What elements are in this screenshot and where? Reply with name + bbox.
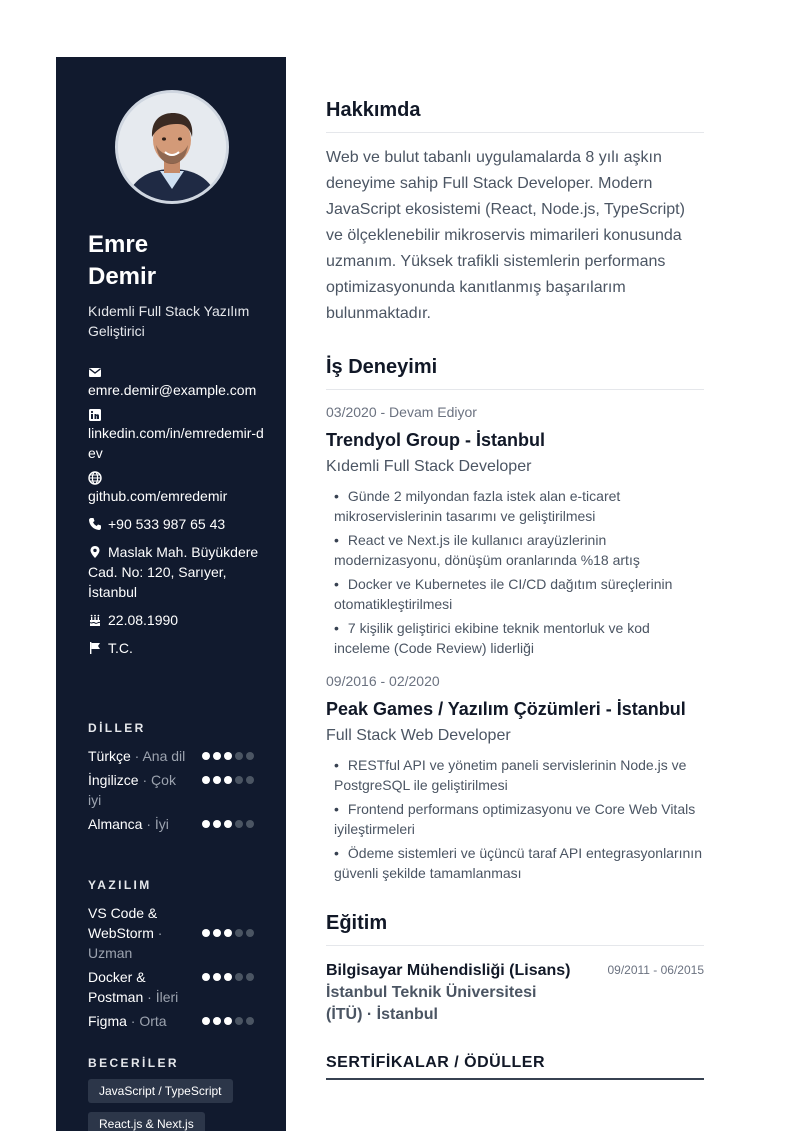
contact-birthdate xyxy=(88,610,268,630)
contact-nationality xyxy=(88,638,268,658)
rating-dot xyxy=(202,776,210,784)
language-name: Almanca xyxy=(88,816,143,832)
skill-chip: React.js & Next.js xyxy=(88,1112,205,1131)
rating-dot xyxy=(213,776,221,784)
about-section xyxy=(326,96,704,327)
experience-heading: İş Deneyimi xyxy=(326,353,704,390)
software-level: Orta xyxy=(139,1013,167,1029)
rating-dot xyxy=(213,820,221,828)
job-role: Kıdemli Full Stack Developer xyxy=(326,458,532,475)
about-text: Web ve bulut tabanlı uygulamalarda 8 yılı aşkın deneyime sahip Full Stack Developer. Modern JavaScript ekosistemi (React, Node.js, TypeScript) ve ölçeklenebilir mikroservis mimarileri konusunda uzmanım. Yüksek trafikli sistemlerin performans optimizasyonunda kanıtlanmış başarılarım bulunmaktadır. xyxy=(326,149,685,322)
education-school: İstanbul Teknik Üniversitesi (İTÜ) · İstanbul xyxy=(326,984,537,1023)
rating-dot xyxy=(202,973,210,981)
envelope-icon xyxy=(88,365,102,379)
about-heading: Hakkımda xyxy=(326,96,704,133)
last-name: Demir xyxy=(88,263,157,290)
job-bullet: • Frontend performans optimizasyonu ve Core Web Vitals iyileştirmeleri xyxy=(326,799,704,839)
software-item: Figma · Orta xyxy=(88,1011,254,1031)
language-name: Türkçe xyxy=(88,748,131,764)
contact-linkedin[interactable] xyxy=(88,408,268,463)
software-item: Docker & Postman · İleri xyxy=(88,967,254,1007)
job-entry xyxy=(326,672,704,883)
rating-dot xyxy=(224,776,232,784)
rating-dot xyxy=(224,929,232,937)
flag-icon xyxy=(88,641,102,655)
job-bullet: • 7 kişilik geliştirici ekibine teknik mentorluk ve kod inceleme (Code Review) liderliği xyxy=(326,618,704,658)
job-bullet: • Docker ve Kubernetes ile CI/CD dağıtım süreçlerinin otomatikleştirilmesi xyxy=(326,574,704,614)
rating-dot xyxy=(213,929,221,937)
contact-address xyxy=(88,542,268,602)
job-bullet: • Ödeme sistemleri ve üçüncü taraf API entegrasyonlarının güvenli şekilde tamamlanması xyxy=(326,843,704,883)
software-name: Figma xyxy=(88,1013,127,1029)
rating-dot xyxy=(246,973,254,981)
language-item: İngilizce · Çok iyi xyxy=(88,770,254,810)
software-level: Uzman xyxy=(88,945,133,961)
job-company: Trendyol Group - İstanbul xyxy=(326,430,546,450)
education-date: 09/2011 - 06/2015 xyxy=(607,963,704,977)
certificates-heading: SERTİFİKALAR / ÖDÜLLER xyxy=(326,1054,704,1080)
software-heading: YAZILIM xyxy=(88,878,152,892)
language-item: Almanca · İyi xyxy=(88,814,254,834)
rating-dot xyxy=(246,1017,254,1025)
rating-dots xyxy=(202,973,254,981)
language-level: Ana dil xyxy=(142,748,186,764)
phone-text: +90 533 987 65 43 xyxy=(108,516,226,532)
linkedin-text: linkedin.com/in/emredemir-dev xyxy=(88,425,264,461)
rating-dot xyxy=(202,1017,210,1025)
birthdate-text: 22.08.1990 xyxy=(108,612,179,628)
first-name: Emre xyxy=(88,231,149,258)
rating-dot xyxy=(235,752,243,760)
job-title: Kıdemli Full Stack Yazılım Geliştirici xyxy=(88,303,250,339)
rating-dot xyxy=(246,752,254,760)
job-bullet: • Günde 2 milyondan fazla istek alan e-ticaret mikroservislerinin tasarımı ve geliştirilmesi xyxy=(326,486,704,526)
contact-email[interactable] xyxy=(88,365,268,400)
software-name: Docker & Postman xyxy=(88,969,146,1005)
job-entry xyxy=(326,403,704,658)
address-text: Maslak Mah. Büyükdere Cad. No: 120, Sarıyer, İstanbul xyxy=(88,544,259,600)
software-name: VS Code & WebStorm xyxy=(88,905,158,941)
certificates-section xyxy=(326,1054,704,1080)
birthday-cake-icon xyxy=(88,613,102,627)
job-bullet: • RESTful API ve yönetim paneli servislerinin Node.js ve PostgreSQL ile geliştirilmesi xyxy=(326,755,704,795)
rating-dot xyxy=(213,973,221,981)
skill-chip: JavaScript / TypeScript xyxy=(88,1079,233,1103)
rating-dot xyxy=(213,1017,221,1025)
map-pin-icon xyxy=(88,545,102,559)
rating-dot xyxy=(235,929,243,937)
software-item: VS Code & WebStorm · Uzman xyxy=(88,903,254,963)
rating-dots xyxy=(202,929,254,937)
rating-dots xyxy=(202,776,254,784)
job-role: Full Stack Web Developer xyxy=(326,727,511,744)
profile-photo xyxy=(115,90,229,204)
rating-dot xyxy=(213,752,221,760)
phone-icon xyxy=(88,517,102,531)
github-text: github.com/emredemir xyxy=(88,488,228,504)
software-level: İleri xyxy=(155,989,179,1005)
rating-dot xyxy=(235,1017,243,1025)
language-level: Çok iyi xyxy=(88,772,176,808)
linkedin-icon xyxy=(88,408,102,422)
rating-dot xyxy=(246,820,254,828)
education-heading: Eğitim xyxy=(326,909,704,946)
job-date: 09/2016 - 02/2020 xyxy=(326,673,440,689)
portrait-illustration xyxy=(118,93,226,201)
contact-phone[interactable] xyxy=(88,514,268,534)
rating-dot xyxy=(202,752,210,760)
rating-dot xyxy=(235,776,243,784)
nationality-text: T.C. xyxy=(108,640,133,656)
rating-dot xyxy=(224,820,232,828)
skills-list xyxy=(88,1079,268,1131)
email-text: emre.demir@example.com xyxy=(88,382,257,398)
main-content xyxy=(326,96,704,1080)
software-list xyxy=(88,903,254,1035)
rating-dot xyxy=(202,820,210,828)
rating-dot xyxy=(202,929,210,937)
education-section xyxy=(326,909,704,1026)
rating-dot xyxy=(224,973,232,981)
rating-dot xyxy=(224,1017,232,1025)
rating-dot xyxy=(224,752,232,760)
globe-icon xyxy=(88,471,102,485)
job-bullet: • React ve Next.js ile kullanıcı arayüzlerinin modernizasyonu, dönüşüm oranlarında %18 artış xyxy=(326,530,704,570)
languages-heading: DİLLER xyxy=(88,721,146,735)
rating-dots xyxy=(202,752,254,760)
experience-section xyxy=(326,353,704,883)
rating-dot xyxy=(246,929,254,937)
education-entry xyxy=(326,960,704,1026)
job-date: 03/2020 - Devam Ediyor xyxy=(326,404,477,420)
language-item: Türkçe · Ana dil xyxy=(88,746,254,766)
job-bullets xyxy=(326,486,704,658)
rating-dot xyxy=(235,820,243,828)
full-name xyxy=(88,229,268,293)
languages-list xyxy=(88,746,254,838)
contact-list xyxy=(88,365,268,666)
rating-dot xyxy=(246,776,254,784)
sidebar xyxy=(56,57,286,1131)
job-bullets xyxy=(326,755,704,883)
rating-dot xyxy=(235,973,243,981)
language-name: İngilizce xyxy=(88,772,139,788)
contact-github[interactable] xyxy=(88,471,268,506)
job-company: Peak Games / Yazılım Çözümleri - İstanbul xyxy=(326,699,686,719)
skills-heading: BECERİLER xyxy=(88,1056,179,1070)
rating-dots xyxy=(202,820,254,828)
education-degree: Bilgisayar Mühendisliği (Lisans) xyxy=(326,962,571,979)
rating-dots xyxy=(202,1017,254,1025)
language-level: İyi xyxy=(154,816,169,832)
